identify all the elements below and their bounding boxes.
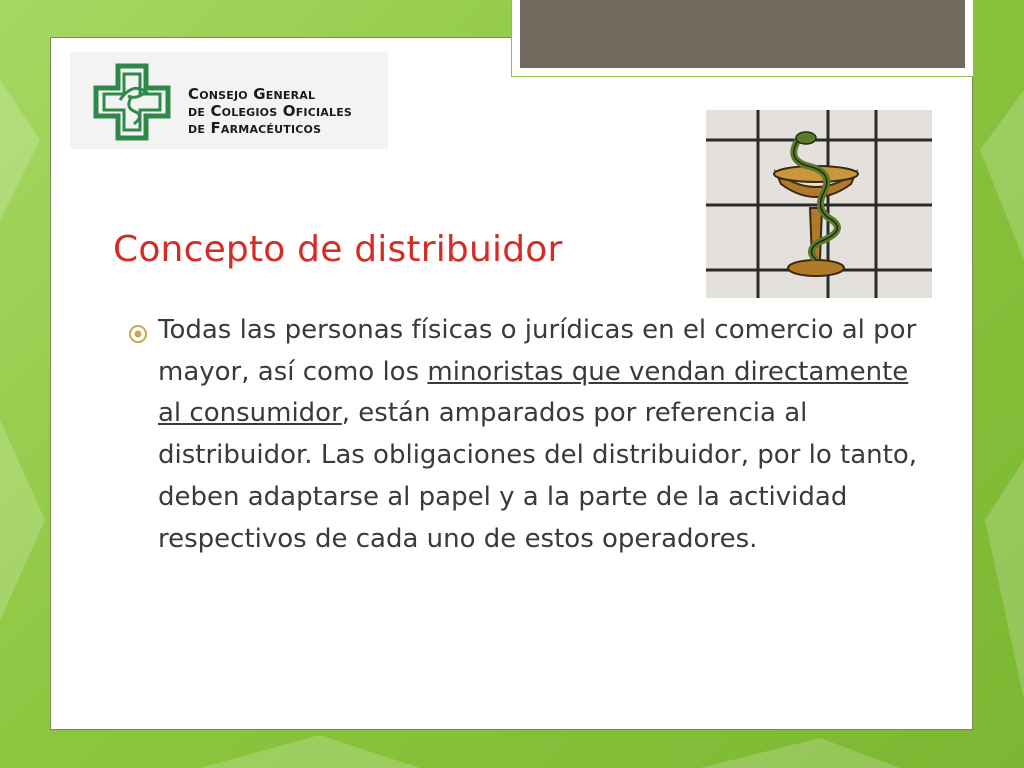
paragraph-text-2: , están amparados por referencia al distribuidor. Las obligaciones del distribuidor, por lo tanto, deben adaptarse al papel y a la parte de la actividad respectivos de cada uno de estos operadores. <box>158 398 918 554</box>
logo-line-2: de Colegios Oficiales <box>188 102 353 120</box>
bowl-of-hygieia-icon <box>706 110 932 298</box>
organization-logo <box>70 52 388 149</box>
paragraph-text-1: Todas las personas físicas o jurídicas en el comercio al por mayor, así como los <box>158 315 917 387</box>
logo-line-1: Consejo General <box>188 85 316 103</box>
logo-text <box>188 86 352 137</box>
bullet-icon <box>129 325 147 343</box>
top-accent-tab <box>511 0 974 77</box>
bullet-paragraph <box>158 310 928 560</box>
pharmacy-cross-icon <box>84 52 184 149</box>
stained-glass-image <box>706 110 932 298</box>
paragraph-underlined-text: minoristas que vendan directamente al consumidor <box>158 356 909 429</box>
logo-line-3: de Farmacéuticos <box>188 119 322 137</box>
slide-title: Concepto de distribuidor <box>113 229 563 270</box>
top-accent-bar <box>520 0 965 68</box>
